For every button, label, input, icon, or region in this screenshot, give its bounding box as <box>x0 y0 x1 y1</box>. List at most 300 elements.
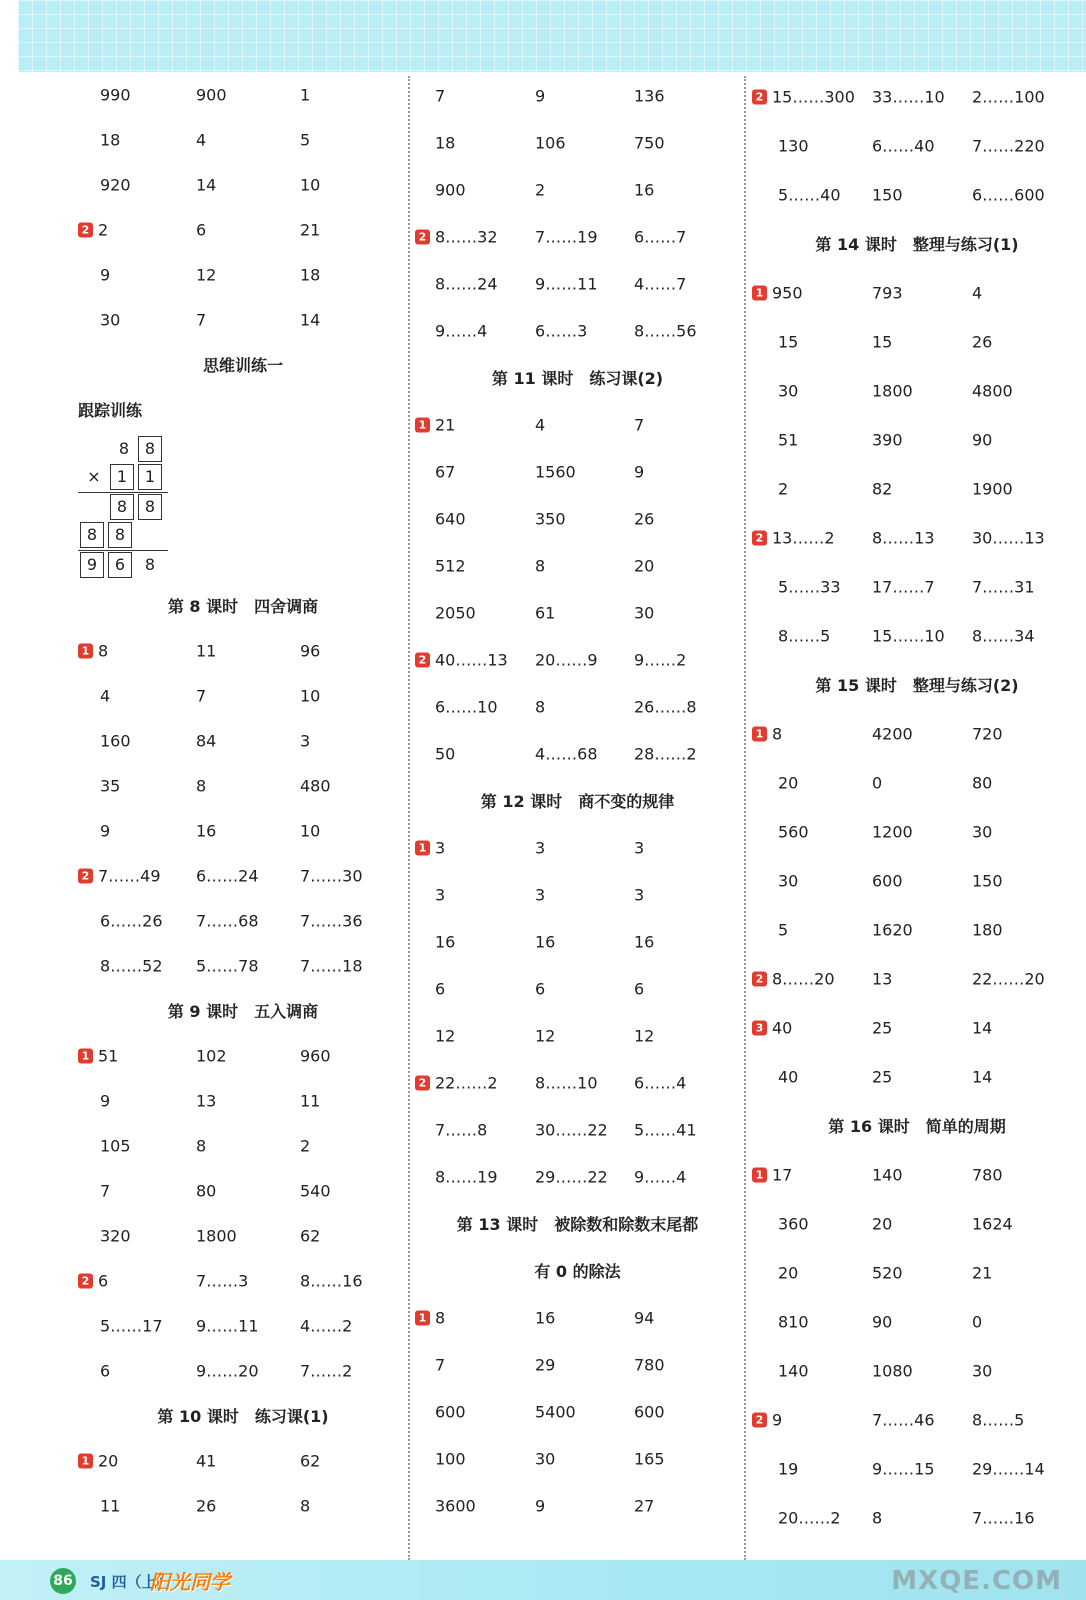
answer-cell: 30 <box>100 310 121 329</box>
question-number-badge: 2 <box>415 1075 430 1090</box>
answer-row <box>415 1012 740 1059</box>
answer-row <box>78 1303 408 1348</box>
answer-row <box>752 807 1082 856</box>
answer-cell: 10 <box>300 686 321 705</box>
section-heading: 跟踪训练 <box>78 401 143 420</box>
answer-cell: 18 <box>100 130 121 149</box>
answer-cell: 14 <box>972 1018 993 1037</box>
answer-cell: 150 <box>872 185 903 204</box>
answer-cell: 30 <box>634 603 655 622</box>
question-number-badge: 1 <box>415 417 430 432</box>
answer-cell: 20……9 <box>535 650 598 669</box>
answer-row <box>78 162 408 207</box>
answer-cell: 6 <box>98 1271 109 1290</box>
answer-cell: 15 <box>872 332 893 351</box>
answer-cell: 3 <box>634 838 645 857</box>
answer-cell: 8……32 <box>435 227 498 246</box>
answer-cell: 13……2 <box>772 528 835 547</box>
answer-row <box>78 1483 408 1528</box>
answer-cell: 3 <box>634 885 645 904</box>
answer-cell: 8 <box>535 697 546 716</box>
section-heading: 第 10 课时 练习课(1) <box>157 1407 329 1426</box>
answer-cell: 15……10 <box>872 626 945 645</box>
question-number-badge: 1 <box>752 1167 767 1182</box>
answer-row <box>752 1493 1082 1542</box>
answer-cell: 4 <box>535 415 546 434</box>
answer-cell: 8……56 <box>634 321 697 340</box>
answer-cell: 21 <box>972 1263 993 1282</box>
digit-box: 8 <box>138 436 162 462</box>
answer-cell: 17 <box>772 1165 793 1184</box>
answer-row <box>78 1348 408 1393</box>
answer-cell: 30 <box>972 822 993 841</box>
question-number-badge: 3 <box>752 1020 767 1035</box>
answer-cell: 6……10 <box>435 697 498 716</box>
answer-row <box>752 758 1082 807</box>
answer-cell: 7……68 <box>196 911 259 930</box>
answer-cell: 18 <box>435 133 456 152</box>
answer-cell: 9 <box>535 1496 546 1515</box>
multiply-sign: × <box>87 467 101 486</box>
answer-cell: 990 <box>100 85 131 104</box>
answer-cell: 7……2 <box>300 1361 353 1380</box>
answer-cell: 8……24 <box>435 274 498 293</box>
answer-cell: 9……20 <box>196 1361 259 1380</box>
answer-cell: 920 <box>100 175 131 194</box>
answer-cell: 7……30 <box>300 866 363 885</box>
answer-row <box>78 628 408 673</box>
answer-cell: 4200 <box>872 724 913 743</box>
answer-cell: 8 <box>772 724 783 743</box>
answer-cell: 84 <box>196 731 217 750</box>
answer-row <box>415 448 740 495</box>
answer-cell: 16 <box>634 180 655 199</box>
digit-box: 8 <box>80 522 104 548</box>
answer-cell: 4800 <box>972 381 1013 400</box>
answer-cell: 94 <box>634 1308 655 1327</box>
answer-row <box>752 905 1082 954</box>
answer-cell: 5 <box>778 920 789 939</box>
answer-cell: 136 <box>634 86 665 105</box>
answer-cell: 4……7 <box>634 274 687 293</box>
answer-cell: 780 <box>634 1355 665 1374</box>
answer-row <box>415 636 740 683</box>
answer-row <box>78 252 408 297</box>
answer-row <box>78 898 408 943</box>
answer-cell: 22……20 <box>972 969 1045 988</box>
answer-cell: 8……19 <box>435 1167 498 1186</box>
answer-cell: 7……46 <box>872 1410 935 1429</box>
answer-cell: 8 <box>872 1508 883 1527</box>
answer-row <box>78 943 408 988</box>
answer-cell: 750 <box>634 133 665 152</box>
answer-row <box>78 853 408 898</box>
header-decoration <box>18 0 1086 72</box>
answer-cell: 150 <box>972 871 1003 890</box>
answer-cell: 8……13 <box>872 528 935 547</box>
answer-cell: 7 <box>435 86 446 105</box>
answer-cell: 780 <box>972 1165 1003 1184</box>
answer-cell: 4……68 <box>535 744 598 763</box>
answer-cell: 0 <box>872 773 883 792</box>
answer-row <box>415 542 740 589</box>
answer-cell: 35 <box>100 776 121 795</box>
answer-row <box>752 464 1082 513</box>
question-number-badge: 1 <box>78 1048 93 1063</box>
answer-cell: 100 <box>435 1449 466 1468</box>
section-heading: 第 15 课时 整理与练习(2) <box>815 676 1019 695</box>
answer-cell: 600 <box>872 871 903 890</box>
answer-row <box>415 918 740 965</box>
answer-row <box>78 207 408 252</box>
answer-cell: 720 <box>972 724 1003 743</box>
question-number-badge: 1 <box>78 1453 93 1468</box>
answer-cell: 40……13 <box>435 650 508 669</box>
answer-cell: 5 <box>300 130 311 149</box>
section-heading: 第 12 课时 商不变的规律 <box>480 792 675 811</box>
answer-cell: 7 <box>100 1181 111 1200</box>
answer-cell: 6……3 <box>535 321 588 340</box>
digit-box: 8 <box>144 555 156 574</box>
answer-cell: 30 <box>535 1449 556 1468</box>
answer-row <box>415 1294 740 1341</box>
answer-cell: 0 <box>972 1312 983 1331</box>
answer-cell: 9……4 <box>435 321 488 340</box>
answer-row <box>752 1248 1082 1297</box>
answer-row <box>78 1078 408 1123</box>
answer-column-1 <box>78 72 408 1560</box>
answer-row <box>415 1153 740 1200</box>
answer-cell: 7……36 <box>300 911 363 930</box>
digit-box: 8 <box>108 522 132 548</box>
answer-cell: 7 <box>435 1355 446 1374</box>
answer-cell: 67 <box>435 462 456 481</box>
answer-cell: 20 <box>872 1214 893 1233</box>
answer-row <box>415 589 740 636</box>
answer-cell: 102 <box>196 1046 227 1065</box>
answer-cell: 7……16 <box>972 1508 1035 1527</box>
answer-cell: 8……34 <box>972 626 1035 645</box>
answer-cell: 3 <box>435 838 446 857</box>
section-heading: 思维训练一 <box>202 356 283 375</box>
answer-cell: 520 <box>872 1263 903 1282</box>
answer-cell: 8……52 <box>100 956 163 975</box>
sum-line <box>78 550 168 551</box>
answer-cell: 11 <box>100 1496 121 1515</box>
answer-cell: 140 <box>778 1361 809 1380</box>
answer-cell: 8 <box>98 641 109 660</box>
answer-cell: 900 <box>435 180 466 199</box>
answer-cell: 600 <box>435 1402 466 1421</box>
answer-row <box>78 1168 408 1213</box>
column-divider <box>408 76 410 1560</box>
answer-cell: 8……10 <box>535 1073 598 1092</box>
answer-row <box>78 297 408 342</box>
answer-cell: 20 <box>778 1263 799 1282</box>
answer-cell: 5……17 <box>100 1316 163 1335</box>
answer-cell: 2050 <box>435 603 476 622</box>
answer-cell: 9……2 <box>634 650 687 669</box>
answer-row <box>415 1059 740 1106</box>
answer-cell: 160 <box>100 731 131 750</box>
answer-row <box>78 117 408 162</box>
answer-row <box>752 1052 1082 1101</box>
column-divider <box>744 76 746 1560</box>
answer-row <box>78 1123 408 1168</box>
answer-cell: 20……2 <box>778 1508 841 1527</box>
digit-box: 1 <box>110 464 134 490</box>
answer-cell: 9 <box>100 821 111 840</box>
answer-cell: 1624 <box>972 1214 1013 1233</box>
answer-cell: 30 <box>972 1361 993 1380</box>
answer-cell: 26 <box>196 1496 217 1515</box>
answer-cell: 360 <box>778 1214 809 1233</box>
answer-cell: 8……20 <box>772 969 835 988</box>
answer-cell: 7 <box>196 310 207 329</box>
answer-cell: 3600 <box>435 1496 476 1515</box>
answer-cell: 480 <box>300 776 331 795</box>
answer-row <box>78 808 408 853</box>
answer-row <box>78 718 408 763</box>
answer-cell: 350 <box>535 509 566 528</box>
answer-row <box>752 317 1082 366</box>
answer-cell: 4 <box>100 686 111 705</box>
answer-cell: 7……220 <box>972 136 1045 155</box>
answer-cell: 6 <box>634 979 645 998</box>
section-heading: 第 16 课时 简单的周期 <box>828 1117 1006 1136</box>
answer-row <box>415 213 740 260</box>
answer-cell: 14 <box>300 310 321 329</box>
question-number-badge: 2 <box>78 868 93 883</box>
answer-cell: 27 <box>634 1496 655 1515</box>
answer-cell: 3 <box>535 885 546 904</box>
answer-cell: 18 <box>300 265 321 284</box>
answer-cell: 41 <box>196 1451 217 1470</box>
answer-cell: 9 <box>100 265 111 284</box>
digit-box: 8 <box>110 494 134 520</box>
watermark-text: MXQE.COM <box>891 1566 1062 1596</box>
answer-cell: 8 <box>196 1136 207 1155</box>
answer-row <box>78 1258 408 1303</box>
answer-cell: 540 <box>300 1181 331 1200</box>
answer-row <box>752 415 1082 464</box>
answer-cell: 6……600 <box>972 185 1045 204</box>
answer-cell: 7……49 <box>98 866 161 885</box>
digit-box: 8 <box>118 439 130 458</box>
question-number-badge: 2 <box>78 222 93 237</box>
answer-cell: 7 <box>634 415 645 434</box>
answer-cell: 960 <box>300 1046 331 1065</box>
answer-row <box>752 121 1082 170</box>
answer-row <box>78 1033 408 1078</box>
answer-cell: 80 <box>972 773 993 792</box>
answer-cell: 15……300 <box>772 87 855 106</box>
answer-row <box>415 260 740 307</box>
answer-cell: 1620 <box>872 920 913 939</box>
answer-row <box>78 1213 408 1258</box>
question-number-badge: 1 <box>752 285 767 300</box>
answer-row <box>752 1346 1082 1395</box>
answer-cell: 3 <box>435 885 446 904</box>
answer-cell: 9……4 <box>634 1167 687 1186</box>
answer-cell: 3 <box>300 731 311 750</box>
answer-cell: 29 <box>535 1355 556 1374</box>
answer-cell: 17……7 <box>872 577 935 596</box>
answer-row <box>415 730 740 777</box>
page-number: 86 <box>50 1568 76 1594</box>
answer-row <box>415 307 740 354</box>
answer-cell: 20 <box>98 1451 119 1470</box>
answer-row <box>752 856 1082 905</box>
answer-cell: 950 <box>772 283 803 302</box>
answer-row <box>752 513 1082 562</box>
answer-cell: 130 <box>778 136 809 155</box>
answer-cell: 26 <box>972 332 993 351</box>
answer-cell: 9……15 <box>872 1459 935 1478</box>
answer-cell: 7……3 <box>196 1271 249 1290</box>
answer-cell: 61 <box>535 603 556 622</box>
question-number-badge: 1 <box>415 1310 430 1325</box>
section-heading: 有 0 的除法 <box>534 1262 621 1281</box>
answer-row <box>752 709 1082 758</box>
answer-cell: 793 <box>872 283 903 302</box>
answer-cell: 16 <box>435 932 456 951</box>
answer-cell: 90 <box>972 430 993 449</box>
answer-cell: 640 <box>435 509 466 528</box>
answer-row <box>415 1435 740 1482</box>
answer-cell: 90 <box>872 1312 893 1331</box>
digit-box: 1 <box>138 464 162 490</box>
answer-cell: 810 <box>778 1312 809 1331</box>
answer-row <box>78 1438 408 1483</box>
digit-box: 8 <box>138 494 162 520</box>
answer-cell: 30 <box>778 871 799 890</box>
answer-cell: 180 <box>972 920 1003 939</box>
answer-cell: 25 <box>872 1067 893 1086</box>
question-number-badge: 2 <box>78 1273 93 1288</box>
answer-cell: 40 <box>778 1067 799 1086</box>
answer-row <box>415 401 740 448</box>
answer-row <box>415 166 740 213</box>
answer-row <box>78 763 408 808</box>
answer-cell: 20 <box>778 773 799 792</box>
answer-row <box>752 562 1082 611</box>
answer-cell: 50 <box>435 744 456 763</box>
answer-cell: 1800 <box>196 1226 237 1245</box>
answer-cell: 5400 <box>535 1402 576 1421</box>
answer-cell: 5……78 <box>196 956 259 975</box>
answer-cell: 62 <box>300 1451 321 1470</box>
answer-cell: 9……11 <box>196 1316 259 1335</box>
answer-cell: 28……2 <box>634 744 697 763</box>
answer-cell: 7……31 <box>972 577 1035 596</box>
answer-cell: 7……8 <box>435 1120 488 1139</box>
answer-cell: 6……7 <box>634 227 687 246</box>
answer-cell: 9 <box>100 1091 111 1110</box>
answer-cell: 900 <box>196 85 227 104</box>
answer-column-3 <box>752 72 1082 1560</box>
answer-row <box>415 495 740 542</box>
section-heading: 第 14 课时 整理与练习(1) <box>815 235 1019 254</box>
answer-cell: 9 <box>634 462 645 481</box>
answer-row <box>752 611 1082 660</box>
question-number-badge: 2 <box>752 530 767 545</box>
answer-cell: 22……2 <box>435 1073 498 1092</box>
answer-cell: 8……5 <box>778 626 831 645</box>
answer-cell: 9 <box>535 86 546 105</box>
answer-cell: 7……19 <box>535 227 598 246</box>
answer-cell: 6 <box>435 979 446 998</box>
answer-row <box>415 1388 740 1435</box>
answer-cell: 30 <box>778 381 799 400</box>
answer-cell: 560 <box>778 822 809 841</box>
edition-label: SJ 四（上） <box>90 1573 172 1591</box>
answer-cell: 5……40 <box>778 185 841 204</box>
answer-cell: 6……4 <box>634 1073 687 1092</box>
answer-cell: 8 <box>535 556 546 575</box>
section-heading: 第 13 课时 被除数和除数末尾都 <box>456 1215 699 1234</box>
question-number-badge: 2 <box>752 89 767 104</box>
answer-cell: 12 <box>196 265 217 284</box>
answer-row <box>78 72 408 117</box>
answer-row <box>415 1341 740 1388</box>
answer-row <box>415 1482 740 1529</box>
question-number-badge: 2 <box>415 652 430 667</box>
answer-cell: 1200 <box>872 822 913 841</box>
answer-cell: 1 <box>300 85 311 104</box>
answer-row <box>415 683 740 730</box>
brand-logo: 阳光同学 <box>150 1570 230 1594</box>
answer-cell: 9 <box>772 1410 783 1429</box>
sum-line <box>78 492 168 493</box>
answer-cell: 1560 <box>535 462 576 481</box>
answer-cell: 2 <box>98 220 109 239</box>
answer-row <box>752 72 1082 121</box>
answer-cell: 7……18 <box>300 956 363 975</box>
answer-cell: 4 <box>196 130 207 149</box>
answer-cell: 8……16 <box>300 1271 363 1290</box>
answer-cell: 33……10 <box>872 87 945 106</box>
answer-cell: 96 <box>300 641 321 660</box>
answer-cell: 8 <box>196 776 207 795</box>
section-heading: 第 11 课时 练习课(2) <box>491 369 664 388</box>
answer-cell: 6……26 <box>100 911 163 930</box>
answer-row <box>752 1003 1082 1052</box>
answer-cell: 26……8 <box>634 697 697 716</box>
answer-row <box>752 1199 1082 1248</box>
vertical-multiplication-figure <box>78 432 408 582</box>
answer-cell: 6 <box>100 1361 111 1380</box>
answer-cell: 2 <box>778 479 789 498</box>
answer-cell: 30……13 <box>972 528 1045 547</box>
answer-row <box>415 965 740 1012</box>
answer-cell: 2 <box>300 1136 311 1155</box>
answer-cell: 1080 <box>872 1361 913 1380</box>
answer-cell: 13 <box>872 969 893 988</box>
answer-row <box>752 268 1082 317</box>
answer-cell: 8 <box>435 1308 446 1327</box>
answer-cell: 16 <box>535 1308 556 1327</box>
answer-cell: 15 <box>778 332 799 351</box>
answer-cell: 5……41 <box>634 1120 697 1139</box>
answer-row <box>752 1444 1082 1493</box>
answer-cell: 12 <box>535 1026 556 1045</box>
answer-cell: 320 <box>100 1226 131 1245</box>
answer-cell: 6……24 <box>196 866 259 885</box>
answer-cell: 80 <box>196 1181 217 1200</box>
answer-cell: 7 <box>196 686 207 705</box>
answer-row <box>78 673 408 718</box>
